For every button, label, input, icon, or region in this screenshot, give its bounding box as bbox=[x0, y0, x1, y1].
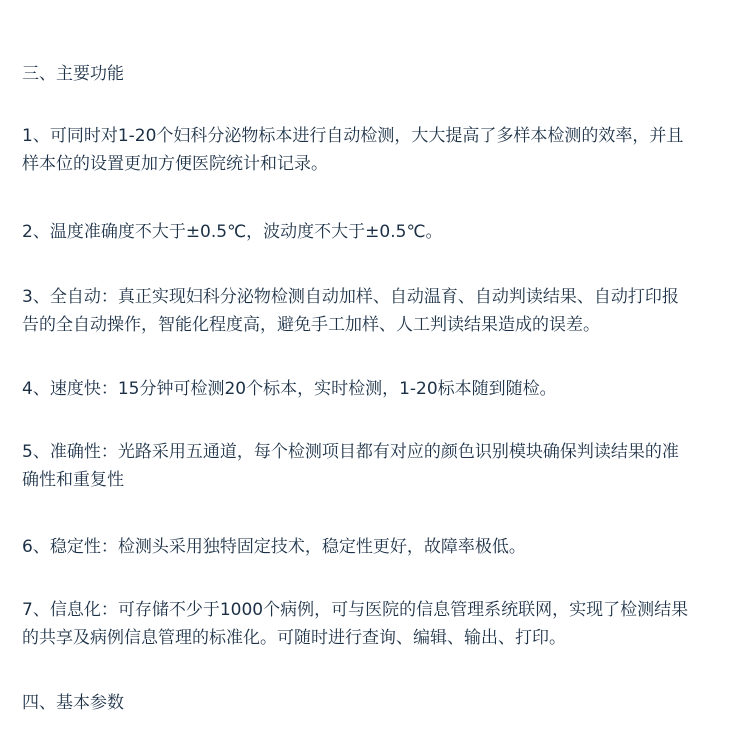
feature-item-1 bbox=[22, 122, 728, 178]
feature-item-1-line-2: 样本位的设置更加方便医院统计和记录。 bbox=[22, 154, 328, 174]
feature-item-3 bbox=[22, 283, 728, 339]
feature-item-7-line-2: 的共享及病例信息管理的标准化。可随时进行查询、编辑、输出、打印。 bbox=[22, 628, 566, 648]
feature-item-6-line-1: 6、稳定性：检测头采用独特固定技术，稳定性更好，故障率极低。 bbox=[22, 537, 526, 557]
feature-item-3-line-1: 3、全自动：真正实现妇科分泌物检测自动加样、自动温育、自动判读结果、自动打印报 bbox=[22, 287, 679, 307]
feature-item-3-line-2: 告的全自动操作，智能化程度高，避免手工加样、人工判读结果造成的误差。 bbox=[22, 315, 600, 335]
feature-item-7 bbox=[22, 596, 728, 652]
feature-item-5-line-1: 5、准确性：光路采用五通道，每个检测项目都有对应的颜色识别模块确保判读结果的准 bbox=[22, 442, 679, 462]
feature-item-5-line-2: 确性和重复性 bbox=[22, 470, 124, 490]
feature-item-7-line-1: 7、信息化：可存储不少于1000个病例，可与医院的信息管理系统联网，实现了检测结果 bbox=[22, 600, 689, 620]
feature-item-4-line-1: 4、速度快：15分钟可检测20个标本，实时检测，1-20标本随到随检。 bbox=[22, 379, 557, 399]
feature-item-1-line-1: 1、可同时对1-20个妇科分泌物标本进行自动检测，大大提高了多样本检测的效率，并且 bbox=[22, 126, 684, 146]
section-heading-basic-parameters: 四、基本参数 bbox=[22, 693, 124, 713]
feature-item-5 bbox=[22, 438, 728, 494]
feature-item-6 bbox=[22, 533, 728, 561]
feature-item-4 bbox=[22, 375, 728, 403]
feature-item-2-line-1: 2、温度准确度不大于±0.5℃，波动度不大于±0.5℃。 bbox=[22, 222, 443, 242]
feature-item-2 bbox=[22, 218, 728, 246]
section-heading-main-functions: 三、主要功能 bbox=[22, 64, 124, 84]
